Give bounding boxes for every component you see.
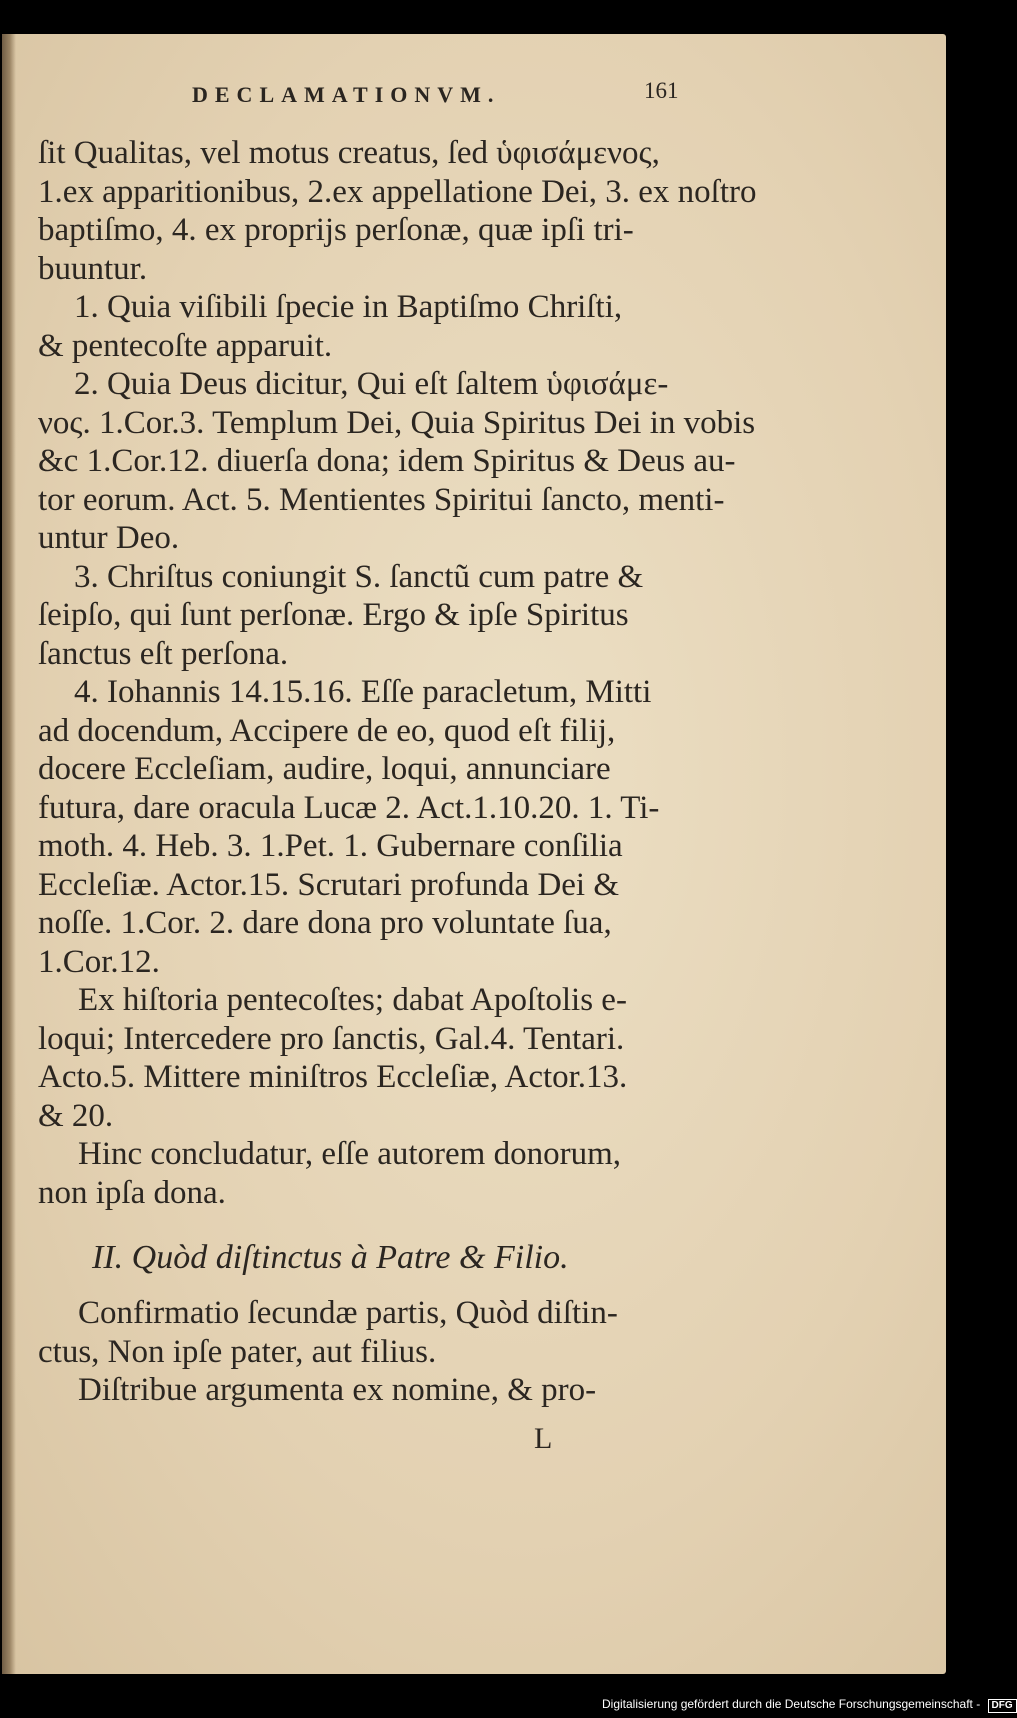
- text-line: ſeipſo, qui ſunt perſonæ. Ergo & ipſe Spiritus: [38, 597, 629, 633]
- section-heading: II. Quòd diſtinctus à Patre & Filio.: [92, 1239, 569, 1276]
- text-line: & pentecoſte apparuit.: [38, 327, 333, 364]
- paragraph-conclusion: [38, 1135, 688, 1212]
- text-line: 4. Iohannis 14.15.16. Eſſe paracletum, Mitti: [74, 674, 652, 710]
- text-line: 3. Chriſtus coniungit S. ſanctũ cum patre &: [74, 558, 644, 595]
- text-line: noſſe. 1.Cor. 2. dare dona pro voluntate ſua,: [38, 905, 612, 941]
- text-line: futura, dare oracula Lucæ 2. Act.1.10.20. 1. Ti-: [38, 789, 660, 826]
- text-line: Confirmatio ſecundæ partis, Quòd diſtin-: [78, 1295, 618, 1331]
- text-line: 2. Quia Deus dicitur, Qui eſt ſaltem ὑφισάμε-: [74, 366, 669, 402]
- text-line: baptiſmo, 4. ex proprijs perſonæ, quæ ipſi tri-: [38, 212, 634, 248]
- paragraph-distribue: [38, 1371, 688, 1410]
- text-line: &c 1.Cor.12. diuerſa dona; idem Spiritus & Deus au-: [38, 443, 736, 479]
- text-line: non ipſa dona.: [38, 1174, 226, 1211]
- text-line: moth. 4. Heb. 3. 1.Pet. 1. Gubernare conſilia: [38, 828, 623, 864]
- running-title: DECLAMATIONVM.: [192, 82, 501, 107]
- paragraph-item-3: [38, 558, 688, 674]
- paragraph-item-2: [38, 365, 756, 558]
- page-number: 161: [644, 78, 679, 103]
- body-text: [38, 134, 757, 1410]
- credit-text: Digitalisierung gefördert durch die Deutsche Forschungsgemeinschaft -: [602, 1697, 981, 1711]
- text-line: 1. Quia viſibili ſpecie in Baptiſmo Chriſti,: [74, 289, 623, 325]
- text-line: loqui; Intercedere pro ſanctis, Gal.4. Tentari.: [38, 1020, 625, 1057]
- text-line: tor eorum. Act. 5. Mentientes Spiritui ſancto, menti-: [38, 481, 725, 518]
- text-line: ſit Qualitas, vel motus creatus, ſed ὑφισάμενος,: [38, 135, 660, 171]
- page-edge-shadow: [2, 34, 16, 1674]
- text-line: ſanctus eſt perſona.: [38, 635, 289, 672]
- text-line: docere Eccleſiam, audire, loqui, annunciare: [38, 751, 611, 787]
- digitization-credit: [602, 1697, 1017, 1713]
- text-line: & 20.: [38, 1097, 114, 1134]
- text-line: Eccleſiæ. Actor.15. Scrutari profunda Dei &: [38, 866, 620, 903]
- book-page: [2, 34, 946, 1674]
- dfg-logo: DFG: [988, 1699, 1017, 1713]
- text-line: Diſtribue argumenta ex nomine, & pro-: [78, 1372, 597, 1408]
- text-line: Ex hiſtoria pentecoſtes; dabat Apoſtolis e-: [78, 982, 627, 1018]
- text-line: Acto.5. Mittere miniſtros Eccleſiæ, Actor.13.: [38, 1059, 628, 1095]
- signature-mark: L: [534, 1422, 553, 1455]
- text-line: νος. 1.Cor.3. Templum Dei, Quia Spiritus Dei in vobis: [38, 404, 756, 441]
- text-line: ad docendum, Accipere de eo, quod eſt filij,: [38, 712, 616, 749]
- text-line: Hinc concludatur, eſſe autorem donorum,: [78, 1136, 622, 1172]
- text-line: 1.ex apparitionibus, 2.ex appellatione Dei, 3. ex noſtro: [38, 173, 757, 210]
- paragraph-item-1: [38, 288, 688, 365]
- paragraph-confirmatio: [38, 1294, 688, 1371]
- paragraph-pentecost: [38, 981, 688, 1135]
- text-line: untur Deo.: [38, 520, 180, 556]
- text-line: ctus, Non ipſe pater, aut filius.: [38, 1333, 437, 1370]
- text-line: 1.Cor.12.: [38, 943, 160, 980]
- paragraph-item-4: [38, 673, 688, 981]
- text-line: buuntur.: [38, 250, 148, 287]
